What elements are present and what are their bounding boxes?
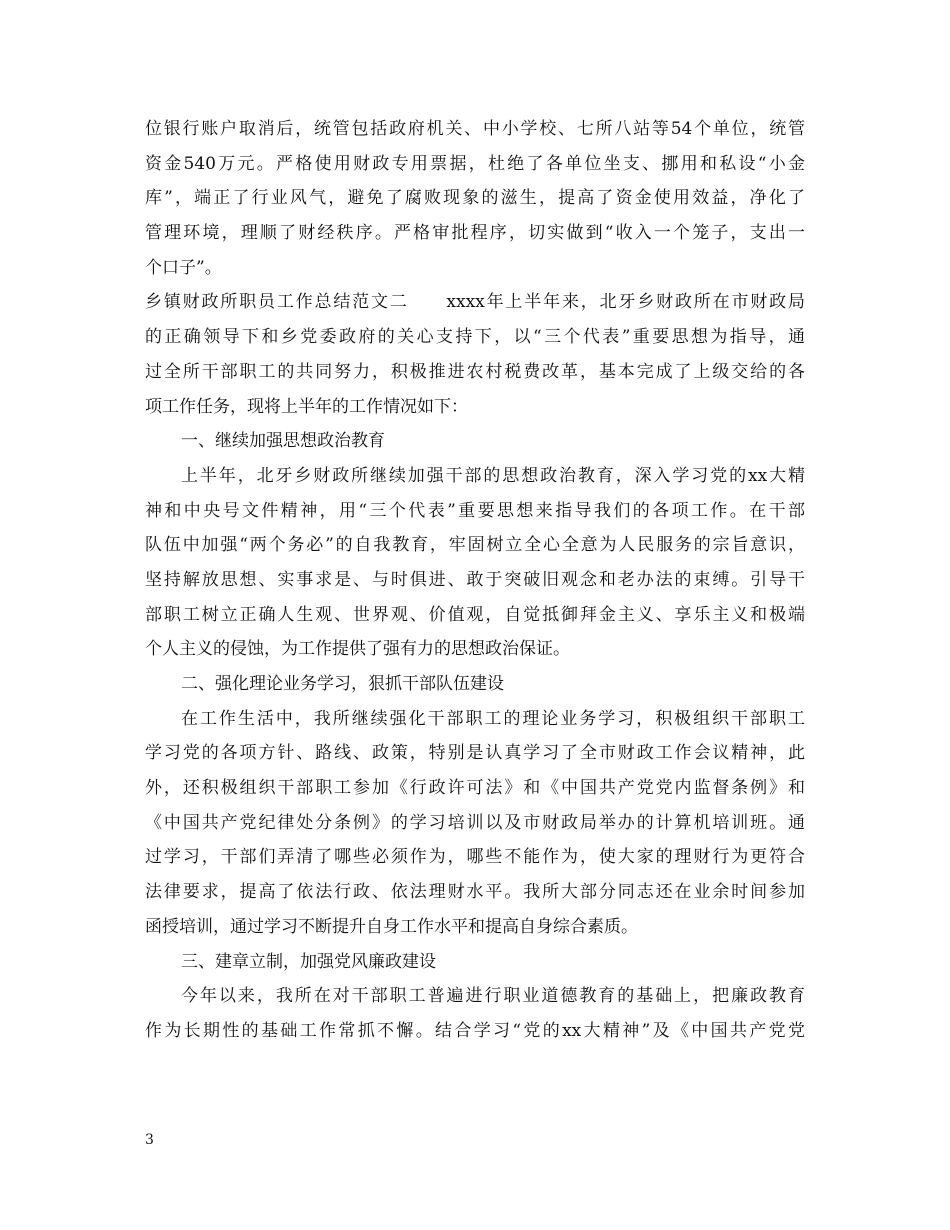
text-line: 项工作任务，现将上半年的工作情况如下： <box>145 396 468 417</box>
text-line: 资金540万元。严格使用财政专用票据，杜绝了各单位坐支、挪用和私设“小金 <box>145 153 805 174</box>
text-line: 管理环境，理顺了财经秩序。严格审批程序，切实做到“收入一个笼子，支出一 <box>145 223 805 244</box>
text-line: 部职工树立正确人生观、世界观、价值观，自觉抵御拜金主义、享乐主义和极端 <box>145 604 805 625</box>
text-line: 《中国共产党纪律处分条例》的学习培训以及市财政局举办的计算机培训班。通 <box>145 812 805 833</box>
text-line: 过全所干部职工的共同努力，积极推进农村税费改革，基本完成了上级交给的各 <box>145 361 805 382</box>
text-line: 在工作生活中，我所继续强化干部职工的理论业务学习，积极组织干部职工 <box>181 708 805 729</box>
text-line: 坚持解放思想、实事求是、与时俱进、敢于突破旧观念和老办法的束缚。引导干 <box>145 569 805 590</box>
text-line: 上半年，北牙乡财政所继续加强干部的思想政治教育，深入学习党的xx大精 <box>181 465 805 486</box>
text-line: 二、强化理论业务学习，狠抓干部队伍建设 <box>181 674 504 694</box>
text-line: 神和中央号文件精神，用“三个代表”重要思想来指导我们的各项工作。在干部 <box>145 500 805 521</box>
text-line: 作为长期性的基础工作常抓不懈。结合学习“党的xx大精神”及《中国共产党党 <box>145 1020 805 1041</box>
text-line: 一、继续加强思想政治教育 <box>181 431 385 452</box>
text-line: 队伍中加强“两个务必”的自我教育，牢固树立全心全意为人民服务的宗旨意识， <box>145 535 805 556</box>
text-line: 个口子”。 <box>145 257 222 278</box>
text-line: 库”，端正了行业风气，避免了腐败现象的滋生，提高了资金使用效益，净化了 <box>145 188 805 209</box>
text-line: 乡镇财政所职员工作总结范文二 xxxx年上半年来，北牙乡财政所在市财政局 <box>145 292 805 313</box>
text-line: 位银行账户取消后，统管包括政府机关、中小学校、七所八站等54个单位，统管 <box>145 119 805 139</box>
text-line: 今年以来，我所在对干部职工普遍进行职业道德教育的基础上，把廉政教育 <box>181 986 805 1007</box>
text-line: 三、建章立制，加强党风廉政建设 <box>181 951 436 972</box>
page-number: 3 <box>145 1132 154 1148</box>
text-line: 过学习，干部们弄清了哪些必须作为，哪些不能作为，使大家的理财行为更符合 <box>145 847 805 868</box>
text-line: 学习党的各项方针、路线、政策，特别是认真学习了全市财政工作会议精神，此 <box>145 743 805 764</box>
document-body <box>145 112 805 1049</box>
text-line: 的正确领导下和乡党委政府的关心支持下，以“三个代表”重要思想为指导，通 <box>145 327 805 348</box>
text-line: 函授培训，通过学习不断提升自身工作水平和提高自身综合素质。 <box>145 916 638 937</box>
text-line: 法律要求，提高了依法行政、依法理财水平。我所大部分同志还在业余时间参加 <box>145 882 805 903</box>
text-line: 外，还积极组织干部职工参加《行政许可法》和《中国共产党党内监督条例》和 <box>145 778 805 799</box>
text-line: 个人主义的侵蚀，为工作提供了强有力的思想政治保证。 <box>145 639 570 660</box>
